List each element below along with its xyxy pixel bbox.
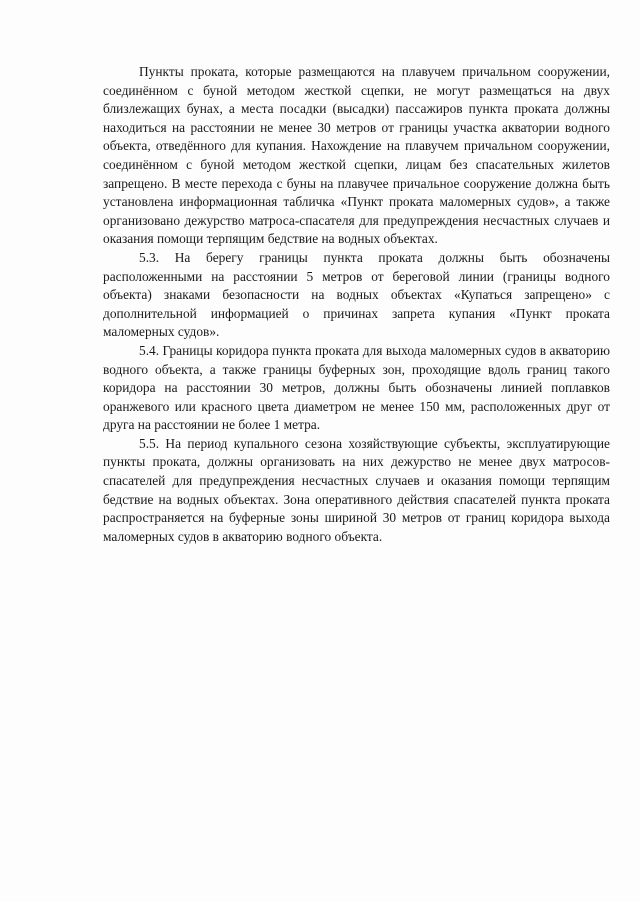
document-body	[103, 63, 610, 546]
paragraph-rental-points-placement: Пункты проката, которые размещаются на плавучем причальном сооружении, соединённом с буной методом жесткой сцепки, не могут размещаться на двух близлежащих бунах, а места посадки (высадки) пассажиров пункта проката должны находиться на расстоянии не менее 30 метров от границы участка акватории водного объекта, отведённого для купания. Нахождение на плавучем причальном сооружении, соединённом с буной методом жесткой сцепки, лицам без спасательных жилетов запрещено. В месте перехода с буны на плавучее причальное сооружение должна быть установлена информационная табличка «Пункт проката маломерных судов», а также организовано дежурство матроса-спасателя для предупреждения несчастных случаев и оказания помощи терпящим бедствие на водных объектах.	[103, 64, 610, 247]
paragraph-5-3: 5.3. На берегу границы пункта проката должны быть обозначены расположенными на расстоянии 5 метров от береговой линии (границы водного объекта) знаками безопасности на водных объектах «Купаться запрещено» с дополнительной информацией о причинах запрета купания «Пункт проката маломерных судов».	[103, 249, 610, 340]
paragraph-5-5: 5.5. На период купального сезона хозяйствующие субъекты, эксплуатирующие пункты проката, должны организовать на них дежурство не менее двух матросов-спасателей для предупреждения несчастных случаев и оказания помощи терпящим бедствие на водных объектах. Зона оперативного действия спасателей пункта проката распространяется на буферные зоны шириной 30 метров от границ коридора выхода маломерных судов в акваторию водного объекта.	[103, 435, 610, 544]
paragraph-5-4: 5.4. Границы коридора пункта проката для выхода маломерных судов в акваторию водного объекта, а также границы буферных зон, проходящие вдоль границ такого коридора на расстоянии 30 метров, должны быть обозначены линией поплавков оранжевого или красного цвета диаметром не менее 150 мм, расположенных друг от друга на расстоянии не более 1 метра.	[103, 342, 610, 433]
